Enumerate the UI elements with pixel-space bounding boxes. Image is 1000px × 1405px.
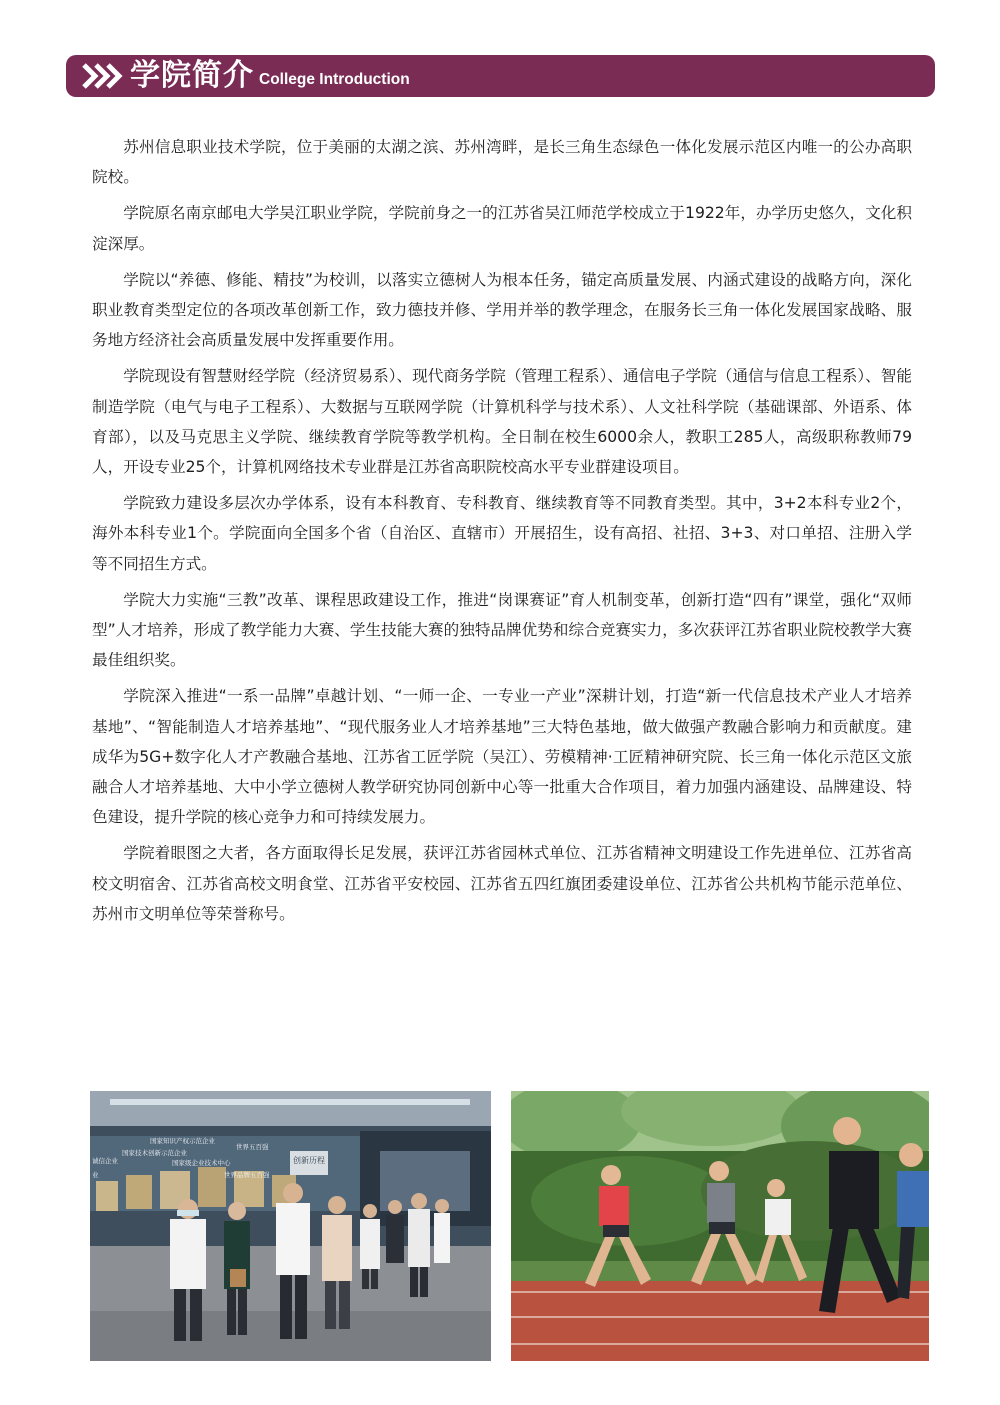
paragraph-location: 苏州信息职业技术学院，位于美丽的太湖之滨、苏州湾畔，是长三角生态绿色一体化发展示范区内唯一的公办高职院校。 <box>92 138 912 187</box>
photo-exhibition-visit <box>90 1091 491 1361</box>
sign-top-500: 世界五百强 <box>236 1143 269 1151</box>
paragraph-education-system: 学院致力建设多层次办学体系，设有本科教育、专科教育、继续教育等不同教育类型。其中，3+2本科专业2个，海外本科专业1个。学院面向全国多个省（自治区、直辖市）开展招生，设有高招、社招、3+3、对口单招、注册入学等不同招生方式。 <box>92 494 912 573</box>
paragraph-departments: 学院现设有智慧财经学院（经济贸易系）、现代商务学院（管理工程系）、通信电子学院（通信与信息工程系）、智能制造学院（电气与电子工程系）、大数据与互联网学院（计算机科学与技术系）、人文社科学院（基础课部、外语系、体育部），以及马克思主义学院、继续教育学院等教学机构。全日制在校生6000余人，教职工285人，高级职称教师79人，开设专业25个，计算机网络技术专业群是江苏省高职院校高水平专业群建设项目。 <box>92 367 912 477</box>
sign-knowledge-property: 国家知识产权示范企业 <box>150 1137 215 1145</box>
paragraph-teaching-reform: 学院大力实施“三教”改革、课程思政建设工作，推进“岗课赛证”育人机制变革，创新打造“四有”课堂，强化“双师型”人才培养，形成了教学能力大赛、学生技能大赛的独特品牌优势和综合竞赛实力，多次获评江苏省职业院校教学大赛最佳组织奖。 <box>92 590 912 670</box>
sign-tech-innovation: 国家技术创新示范企业 <box>122 1149 187 1157</box>
display-panel-text: 创新历程 <box>293 1156 325 1165</box>
section-title: 学院简介 <box>130 58 254 93</box>
double-chevron-icon <box>80 61 124 91</box>
sign-credit: 诚信企业 <box>92 1157 118 1165</box>
paragraph-honors: 学院着眼图之大者，各方面取得长足发展，获评江苏省园林式单位、江苏省精神文明建设工作先进单位、江苏省高校文明宿舍、江苏省高校文明食堂、江苏省平安校园、江苏省五四红旗团委建设单位、江苏省公共机构节能示范单位、苏州市文明单位等荣誉称号。 <box>92 844 912 923</box>
sign-tech-center: 国家级企业技术中心 <box>172 1159 231 1167</box>
section-header <box>66 55 935 97</box>
sign-brand-500: 世界品牌五百强 <box>224 1171 270 1179</box>
paragraph-industry-integration: 学院深入推进“一系一品牌”卓越计划、“一师一企、一专业一产业”深耕计划，打造“新一代信息技术产业人才培养基地”、“智能制造人才培养基地”、“现代服务业人才培养基地”三大特色基地，做大做强产教融合影响力和贡献度。建成华为5G+数字化人才产教融合基地、江苏省工匠学院（吴江）、劳模精神·工匠精神研究院、长三角一体化示范区文旅融合人才培养基地、大中小学立德树人教学研究协同创新中心等一批重大合作项目，着力加强内涵建设、品牌建设、特色建设，提升学院的核心竞争力和可持续发展力。 <box>92 687 912 827</box>
photo-track-race <box>511 1091 929 1361</box>
sign-enterprise: 业 <box>92 1171 99 1179</box>
paragraph-history: 学院原名南京邮电大学吴江职业学院，学院前身之一的江苏省吴江师范学校成立于1922年，办学历史悠久，文化积淀深厚。 <box>92 204 912 253</box>
section-title-english: College Introduction <box>259 71 410 88</box>
introduction-text <box>92 132 912 935</box>
paragraph-motto: 学院以“养德、修能、精技”为校训，以落实立德树人为根本任务，锚定高质量发展、内涵式建设的战略方向，深化职业教育类型定位的各项改革创新工作，致力德技并修、学用并举的教学理念，在服务长三角一体化发展国家战略、服务地方经济社会高质量发展中发挥重要作用。 <box>92 270 912 350</box>
